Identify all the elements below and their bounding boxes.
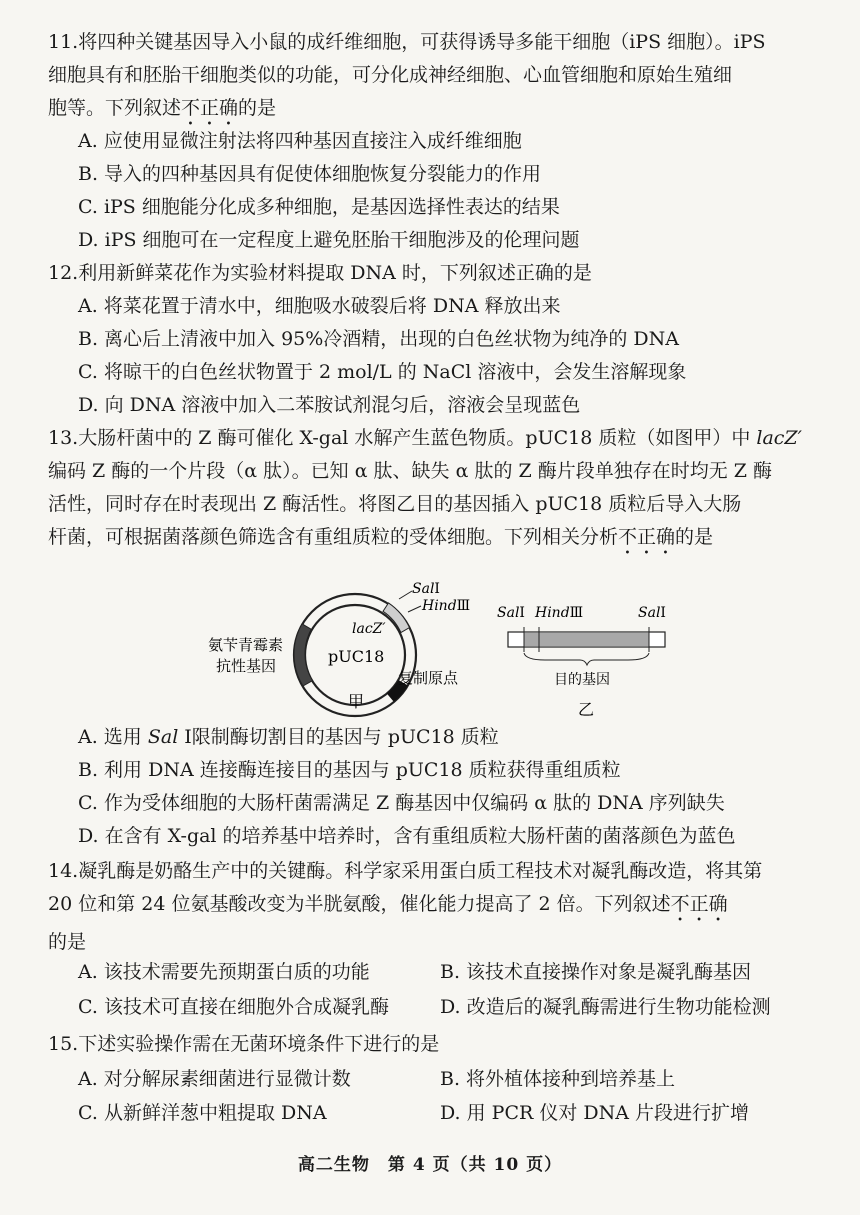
q11-option-d: D. iPS 细胞可在一定程度上避免胚胎干细胞涉及的伦理问题 [78,229,580,251]
emphasis-not-correct: 不正确 [181,97,239,119]
sal-enzyme-name: Sal [147,726,179,748]
q14-stem-text: 20 位和第 24 位氨基酸改变为半胱氨酸，催化能力提高了 2 倍。下列叙述 [48,893,671,915]
q14-option-b: B. 该技术直接操作对象是凝乳酶基因 [440,961,752,983]
q13-option-a-text2: Ⅰ限制酶切割目的基因与 pUC18 质粒 [178,726,499,748]
q15-stem: 15.下述实验操作需在无菌环境条件下进行的是 [48,1033,440,1055]
q13-stem-line1 [48,422,818,455]
q15-option-a: A. 对分解尿素细菌进行显微计数 [78,1068,351,1090]
q14-option-d: D. 改造后的凝乳酶需进行生物功能检测 [440,996,771,1018]
hind-site-label-yi: HindⅢ [535,605,584,621]
q12-option-c: C. 将晾干的白色丝状物置于 2 mol/L 的 NaCl 溶液中，会发生溶解现象 [78,361,687,383]
q13-option-a-text: A. 选用 [78,726,148,748]
q15-option-d: D. 用 PCR 仪对 DNA 片段进行扩增 [440,1102,750,1124]
amp-resistance-segment [294,624,313,686]
q13-option-a [78,721,499,754]
q11-option-c: C. iPS 细胞能分化成多种细胞，是基因选择性表达的结果 [78,196,560,218]
q13-stem-end: 的是 [675,526,714,548]
q11-stem-line1: 11.将四种关键基因导入小鼠的成纤维细胞，可获得诱导多能干细胞（iPS 细胞）。iPS [48,31,766,53]
sal-site-label-left: SalⅠ [497,605,525,621]
target-gene-brace [524,653,649,665]
q13-stem-text2: 杆菌，可根据菌落颜色筛选含有重组质粒的受体细胞。下列相关分析 [48,526,619,548]
amp-label-line2: 抗性基因 [216,657,277,675]
q13-stem-line4 [48,521,818,559]
q12-option-d: D. 向 DNA 溶液中加入二苯胺试剂混匀后，溶液会呈现蓝色 [78,394,581,416]
q13-option-d: D. 在含有 X-gal 的培养基中培养时，含有重组质粒大肠杆菌的菌落颜色为蓝色 [78,825,736,847]
plasmid-name: pUC18 [328,647,385,666]
figure-plasmid-diagram [0,555,860,720]
q11-option-a: A. 应使用显微注射法将四种基因直接注入成纤维细胞 [78,130,522,152]
sal-pointer-line [399,591,412,599]
sal-site-label-right: SalⅠ [638,605,666,621]
lacz-label: lacZ′ [352,621,386,637]
sal-site-label-jia: SalⅠ [412,581,440,597]
question-14 [48,855,818,959]
q14-option-c: C. 该技术可直接在细胞外合成凝乳酶 [78,996,389,1018]
figure-label-yi: 乙 [578,700,595,719]
q14-stem-line1: 14.凝乳酶是奶酪生产中的关键酶。科学家采用蛋白质工程技术对凝乳酶改造，将其第 [48,860,763,882]
q12-option-b: B. 离心后上清液中加入 95%冷酒精，出现的白色丝状物为纯净的 DNA [78,328,679,350]
q11-option-b: B. 导入的四种基因具有促使体细胞恢复分裂能力的作用 [78,163,542,185]
emphasis-not-correct: 不正确 [618,526,676,548]
page-footer: 高二生物 第 4 页（共 10 页） [297,1155,563,1175]
hind-pointer-line [408,606,421,612]
target-gene-region [524,633,649,646]
amp-label-line1: 氨苄青霉素 [208,636,284,654]
ori-label: 复制原点 [398,669,459,687]
q15-option-b: B. 将外植体接种到培养基上 [440,1068,676,1090]
q13-option-c: C. 作为受体细胞的大肠杆菌需满足 Z 酶基因中仅编码 α 肽的 DNA 序列缺失 [78,792,725,814]
question-13 [48,422,818,559]
q15-option-c: C. 从新鲜洋葱中粗提取 DNA [78,1102,327,1124]
q13-stem-text: 13.大肠杆菌中的 Z 酶可催化 X-gal 水解产生蓝色物质。pUC18 质粒（如图甲）中 [48,427,757,449]
q11-stem-text: 胞等。下列叙述 [48,97,182,119]
q11-stem-end: 的是 [238,97,277,119]
question-15 [48,1028,818,1061]
hind-site-label-jia: HindⅢ [422,598,471,614]
question-12 [48,257,818,290]
q12-option-a: A. 将菜花置于清水中，细胞吸水破裂后将 DNA 释放出来 [78,295,561,317]
q13-stem-line3: 活性，同时存在时表现出 Z 酶活性。将图乙目的基因插入 pUC18 质粒后导入大肠 [48,493,742,515]
lacz-gene-name: lacZ′ [756,427,802,449]
question-11 [48,26,818,130]
q14-option-a: A. 该技术需要先预期蛋白质的功能 [78,961,370,983]
figure-label-jia: 甲 [348,692,365,711]
q14-stem-line2 [48,888,818,926]
q13-option-b: B. 利用 DNA 连接酶连接目的基因与 pUC18 质粒获得重组质粒 [78,759,621,781]
q14-stem-line3: 的是 [48,931,87,953]
q13-stem-line2: 编码 Z 酶的一个片段（α 肽）。已知 α 肽、缺失 α 肽的 Z 酶片段单独存在时均无 Z 酶 [48,460,773,482]
emphasis-not-correct: 不正确 [670,893,728,915]
q11-stem-line2: 细胞具有和胚胎干细胞类似的功能，可分化成神经细胞、心血管细胞和原始生殖细 [48,64,733,86]
q12-stem: 12.利用新鲜菜花作为实验材料提取 DNA 时，下列叙述正确的是 [48,262,592,284]
target-gene-label: 目的基因 [554,672,610,688]
